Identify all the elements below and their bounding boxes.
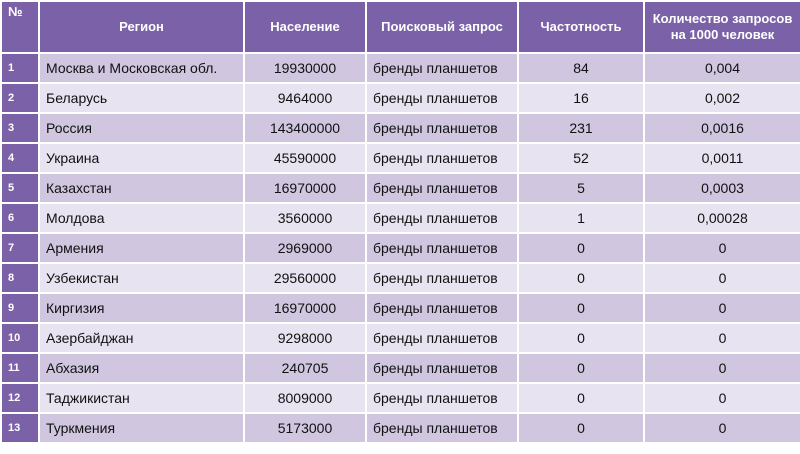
table-row <box>2 354 800 382</box>
header-row <box>2 2 800 52</box>
cell-query: бренды планшетов <box>367 54 517 82</box>
table-row <box>2 384 800 412</box>
table-row <box>2 324 800 352</box>
cell-frequency: 0 <box>519 234 643 262</box>
table-row <box>2 54 800 82</box>
cell-region: Армения <box>40 234 243 262</box>
cell-query: бренды планшетов <box>367 204 517 232</box>
row-number: 12 <box>2 384 38 412</box>
cell-per1000: 0 <box>645 354 800 382</box>
table-row <box>2 294 800 322</box>
cell-region: Казахстан <box>40 174 243 202</box>
cell-region: Азербайджан <box>40 324 243 352</box>
cell-frequency: 52 <box>519 144 643 172</box>
cell-per1000: 0,0016 <box>645 114 800 142</box>
cell-per1000: 0,0003 <box>645 174 800 202</box>
cell-query: бренды планшетов <box>367 144 517 172</box>
row-number: 6 <box>2 204 38 232</box>
cell-frequency: 84 <box>519 54 643 82</box>
cell-region: Молдова <box>40 204 243 232</box>
cell-query: бренды планшетов <box>367 234 517 262</box>
cell-population: 240705 <box>245 354 365 382</box>
row-number: 5 <box>2 174 38 202</box>
cell-per1000: 0 <box>645 294 800 322</box>
cell-per1000: 0 <box>645 384 800 412</box>
cell-frequency: 0 <box>519 384 643 412</box>
cell-population: 143400000 <box>245 114 365 142</box>
cell-per1000: 0,00028 <box>645 204 800 232</box>
cell-per1000: 0,0011 <box>645 144 800 172</box>
header-frequency: Частотность <box>519 2 643 52</box>
row-number: 4 <box>2 144 38 172</box>
row-number: 10 <box>2 324 38 352</box>
cell-region: Таджикистан <box>40 384 243 412</box>
cell-query: бренды планшетов <box>367 264 517 292</box>
cell-population: 9464000 <box>245 84 365 112</box>
table-row <box>2 144 800 172</box>
cell-per1000: 0 <box>645 324 800 352</box>
table-row <box>2 414 800 442</box>
table-row <box>2 174 800 202</box>
cell-query: бренды планшетов <box>367 294 517 322</box>
cell-per1000: 0 <box>645 414 800 442</box>
row-number: 7 <box>2 234 38 262</box>
table-body <box>2 54 800 442</box>
row-number: 2 <box>2 84 38 112</box>
table-row <box>2 204 800 232</box>
cell-region: Абхазия <box>40 354 243 382</box>
header-query: Поисковый запрос <box>367 2 517 52</box>
table-row <box>2 114 800 142</box>
cell-population: 2969000 <box>245 234 365 262</box>
cell-per1000: 0,002 <box>645 84 800 112</box>
row-number: 3 <box>2 114 38 142</box>
cell-frequency: 1 <box>519 204 643 232</box>
cell-frequency: 0 <box>519 264 643 292</box>
cell-population: 16970000 <box>245 174 365 202</box>
cell-population: 9298000 <box>245 324 365 352</box>
cell-frequency: 0 <box>519 294 643 322</box>
table-row <box>2 264 800 292</box>
cell-population: 29560000 <box>245 264 365 292</box>
cell-query: бренды планшетов <box>367 354 517 382</box>
row-number: 13 <box>2 414 38 442</box>
cell-region: Россия <box>40 114 243 142</box>
cell-per1000: 0 <box>645 234 800 262</box>
cell-region: Киргизия <box>40 294 243 322</box>
cell-population: 16970000 <box>245 294 365 322</box>
cell-frequency: 0 <box>519 414 643 442</box>
header-population: Население <box>245 2 365 52</box>
cell-query: бренды планшетов <box>367 84 517 112</box>
cell-query: бренды планшетов <box>367 174 517 202</box>
cell-frequency: 0 <box>519 354 643 382</box>
cell-frequency: 0 <box>519 324 643 352</box>
cell-query: бренды планшетов <box>367 114 517 142</box>
cell-region: Туркмения <box>40 414 243 442</box>
row-number: 9 <box>2 294 38 322</box>
cell-query: бренды планшетов <box>367 384 517 412</box>
cell-population: 8009000 <box>245 384 365 412</box>
cell-population: 19930000 <box>245 54 365 82</box>
cell-population: 3560000 <box>245 204 365 232</box>
table-row <box>2 234 800 262</box>
cell-region: Москва и Московская обл. <box>40 54 243 82</box>
row-number: 8 <box>2 264 38 292</box>
header-region: Регион <box>40 2 243 52</box>
cell-region: Узбекистан <box>40 264 243 292</box>
header-per1000: Количество запросов на 1000 человек <box>645 2 800 52</box>
header-num: № <box>2 2 38 52</box>
cell-query: бренды планшетов <box>367 414 517 442</box>
table-row <box>2 84 800 112</box>
cell-frequency: 16 <box>519 84 643 112</box>
cell-region: Украина <box>40 144 243 172</box>
row-number: 11 <box>2 354 38 382</box>
row-number: 1 <box>2 54 38 82</box>
cell-population: 45590000 <box>245 144 365 172</box>
cell-region: Беларусь <box>40 84 243 112</box>
cell-frequency: 231 <box>519 114 643 142</box>
cell-frequency: 5 <box>519 174 643 202</box>
cell-per1000: 0,004 <box>645 54 800 82</box>
cell-per1000: 0 <box>645 264 800 292</box>
cell-query: бренды планшетов <box>367 324 517 352</box>
cell-population: 5173000 <box>245 414 365 442</box>
